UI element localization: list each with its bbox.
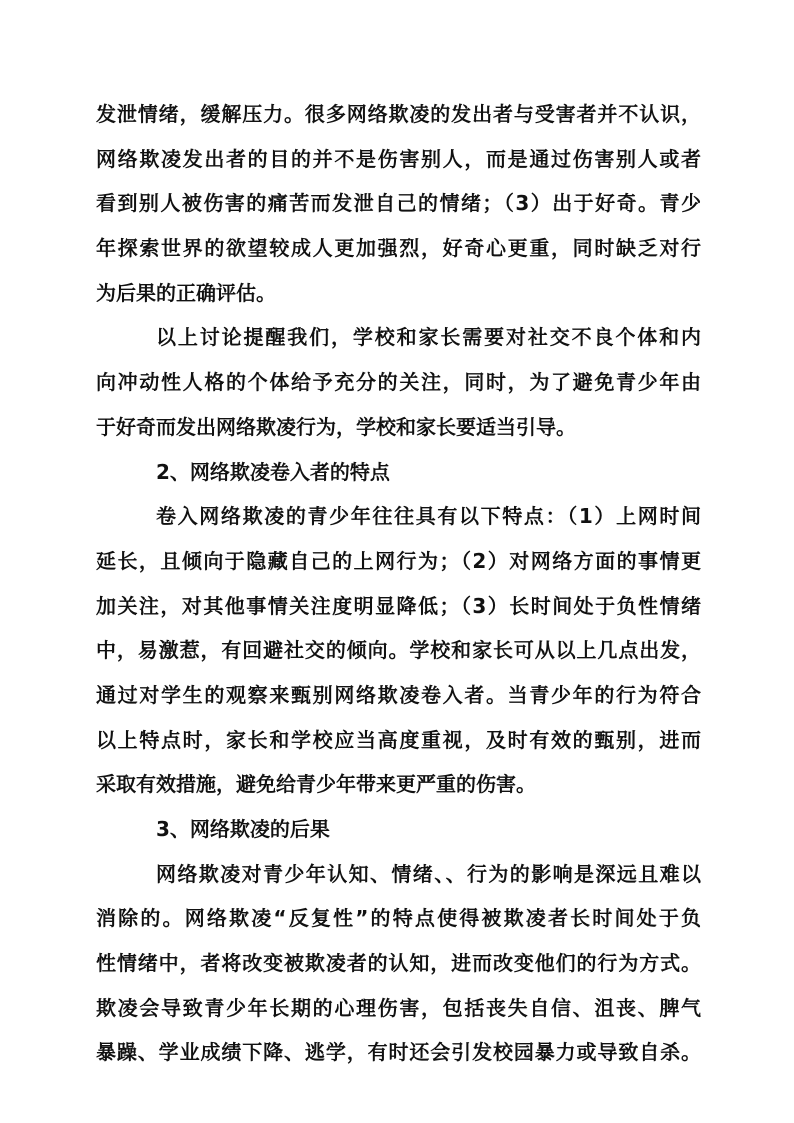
text-line: 延长，且倾向于隐藏自己的上网行为；（2）对网络方面的事情更 xyxy=(96,548,701,573)
document-page xyxy=(96,92,701,1075)
text-line: 卷入网络欺凌的青少年往往具有以下特点：（1）上网时间 xyxy=(156,504,701,529)
text-line: 欺凌会导致青少年长期的心理伤害，包括丧失自信、沮丧、脾气 xyxy=(96,995,701,1020)
text-line: 发泄情绪，缓解压力。很多网络欺凌的发出者与受害者并不认识， xyxy=(96,102,701,126)
text-line: 网络欺凌对青少年认知、情绪、、行为的影响是深远且难以 xyxy=(156,861,701,886)
paragraph-1 xyxy=(96,92,701,315)
text-line: 暴躁、学业成绩下降、逃学，有时还会引发校园暴力或导致自杀。 xyxy=(96,1040,701,1065)
text-line: 通过对学生的观察来甄别网络欺凌卷入者。当青少年的行为符合 xyxy=(96,682,701,707)
paragraph-4 xyxy=(96,852,701,1075)
text-line: 看到别人被伤害的痛苦而发泄自己的情绪；（3）出于好奇。青少 xyxy=(96,191,701,216)
section-heading-2 xyxy=(96,450,701,495)
text-line: 以上特点时，家长和学校应当高度重视，及时有效的甄别，进而 xyxy=(96,727,701,752)
text-line: 以上讨论提醒我们，学校和家长需要对社交不良个体和内 xyxy=(156,325,701,350)
section-heading: 2、网络欺凌卷入者的特点 xyxy=(156,459,390,484)
text-line: 采取有效措施，避免给青少年带来更严重的伤害。 xyxy=(96,772,536,797)
text-line: 年探索世界的欲望较成人更加强烈，好奇心更重，同时缺乏对行 xyxy=(96,236,701,261)
text-line: 于好奇而发出网络欺凌行为，学校和家长要适当引导。 xyxy=(96,414,576,439)
section-heading-3 xyxy=(96,807,701,852)
text-line: 向冲动性人格的个体给予充分的关注，同时，为了避免青少年由 xyxy=(96,370,701,395)
text-line: 网络欺凌发出者的目的并不是伤害别人，而是通过伤害别人或者 xyxy=(96,146,701,171)
section-heading: 3、网络欺凌的后果 xyxy=(156,817,330,841)
paragraph-2 xyxy=(96,315,701,449)
paragraph-3 xyxy=(96,494,701,807)
text-line: 中，易激惹，有回避社交的倾向。学校和家长可从以上几点出发， xyxy=(96,638,701,663)
text-line: 性情绪中，者将改变被欺凌者的认知，进而改变他们的行为方式。 xyxy=(96,951,701,976)
text-line: 为后果的正确评估。 xyxy=(96,280,276,305)
text-line: 消除的。网络欺凌“反复性”的特点使得被欺凌者长时间处于负 xyxy=(96,906,701,931)
text-line: 加关注，对其他事情关注度明显降低；（3）长时间处于负性情绪 xyxy=(96,593,701,618)
